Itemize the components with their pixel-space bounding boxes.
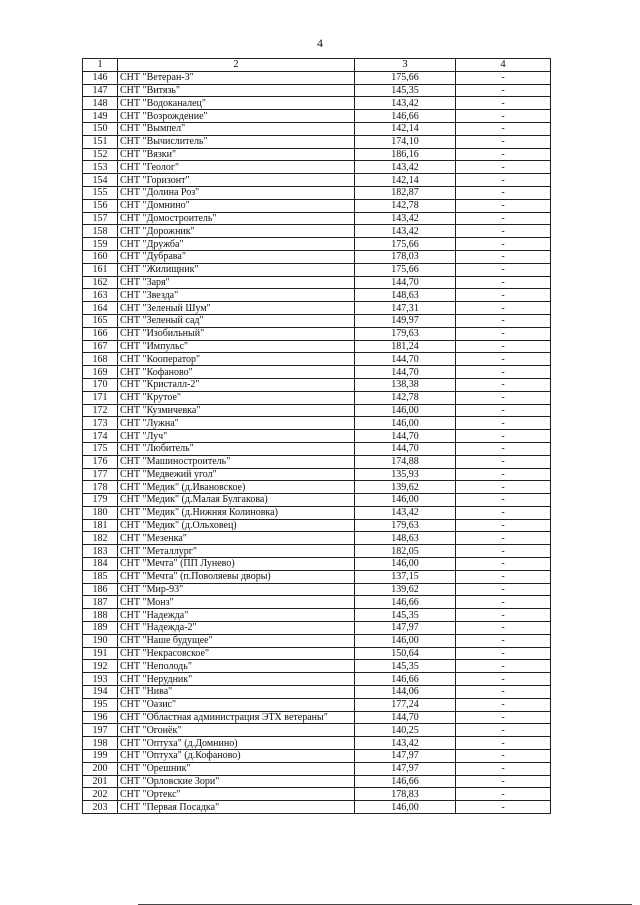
value-cell: 179,63 [355,327,456,340]
row-number-cell: 197 [83,724,118,737]
value-cell: 143,42 [355,97,456,110]
value-cell: 144,70 [355,353,456,366]
value-cell: 177,24 [355,698,456,711]
table-row [83,391,551,404]
note-cell: - [456,212,551,225]
note-cell: - [456,596,551,609]
note-cell: - [456,327,551,340]
note-cell: - [456,558,551,571]
note-cell: - [456,353,551,366]
note-cell: - [456,430,551,443]
value-cell: 147,97 [355,762,456,775]
value-cell: 144,70 [355,711,456,724]
table-body [83,59,551,814]
table-row [83,442,551,455]
name-cell: СНТ "Оптуха" (д.Кофаново) [118,750,355,763]
name-cell: СНТ "Дубрава" [118,250,355,263]
row-number-cell: 185 [83,570,118,583]
value-cell: 146,00 [355,634,456,647]
value-cell: 143,42 [355,225,456,238]
name-cell: СНТ "Зеленый Шум" [118,302,355,315]
table-row [83,622,551,635]
value-cell: 146,00 [355,417,456,430]
note-cell: - [456,660,551,673]
row-number-cell: 151 [83,135,118,148]
note-cell: - [456,570,551,583]
table-row [83,417,551,430]
name-cell: СНТ "Металлург" [118,545,355,558]
value-cell: 181,24 [355,340,456,353]
name-cell: СНТ "Лужна" [118,417,355,430]
table-row [83,788,551,801]
value-cell: 174,88 [355,455,456,468]
table-row [83,545,551,558]
row-number-cell: 149 [83,110,118,123]
row-number-cell: 181 [83,519,118,532]
note-cell: - [456,135,551,148]
name-cell: СНТ "Вычислитель" [118,135,355,148]
note-cell: - [456,161,551,174]
value-cell: 144,70 [355,430,456,443]
row-number-cell: 188 [83,609,118,622]
name-cell: СНТ "Нива" [118,686,355,699]
note-cell: - [456,532,551,545]
value-cell: 175,66 [355,263,456,276]
row-number-cell: 201 [83,775,118,788]
row-number-cell: 202 [83,788,118,801]
row-number-cell: 164 [83,302,118,315]
note-cell: - [456,302,551,315]
value-cell: 178,03 [355,250,456,263]
note-cell: - [456,750,551,763]
table-row [83,711,551,724]
row-number-cell: 183 [83,545,118,558]
note-cell: - [456,647,551,660]
note-cell: - [456,84,551,97]
column-header-2: 2 [118,59,355,72]
name-cell: СНТ "Дорожник" [118,225,355,238]
table-row [83,199,551,212]
row-number-cell: 157 [83,212,118,225]
name-cell: СНТ "Звезда" [118,289,355,302]
name-cell: СНТ "Надежда" [118,609,355,622]
name-cell: СНТ "Мезенка" [118,532,355,545]
name-cell: СНТ "Зеленый сад" [118,314,355,327]
table-row [83,686,551,699]
row-number-cell: 200 [83,762,118,775]
name-cell: СНТ "Жилищник" [118,263,355,276]
column-header-1: 1 [83,59,118,72]
table-row [83,161,551,174]
name-cell: СНТ "Орловские Зори" [118,775,355,788]
note-cell: - [456,263,551,276]
row-number-cell: 163 [83,289,118,302]
row-number-cell: 178 [83,481,118,494]
name-cell: СНТ "Витязь" [118,84,355,97]
name-cell: СНТ "Кофаново" [118,366,355,379]
table-row [83,135,551,148]
name-cell: СНТ "Заря" [118,276,355,289]
row-number-cell: 174 [83,430,118,443]
table-row [83,583,551,596]
row-number-cell: 199 [83,750,118,763]
note-cell: - [456,494,551,507]
value-cell: 145,35 [355,660,456,673]
row-number-cell: 170 [83,378,118,391]
note-cell: - [456,686,551,699]
table-row [83,750,551,763]
value-cell: 142,78 [355,391,456,404]
table-row [83,186,551,199]
table-row [83,289,551,302]
note-cell: - [456,314,551,327]
row-number-cell: 173 [83,417,118,430]
note-cell: - [456,340,551,353]
value-cell: 148,63 [355,532,456,545]
value-cell: 179,63 [355,519,456,532]
row-number-cell: 196 [83,711,118,724]
value-cell: 144,70 [355,442,456,455]
name-cell: СНТ "Крутое" [118,391,355,404]
table-row [83,532,551,545]
row-number-cell: 147 [83,84,118,97]
name-cell: СНТ "Долина Роз" [118,186,355,199]
table-row [83,110,551,123]
value-cell: 146,66 [355,110,456,123]
value-cell: 143,42 [355,737,456,750]
row-number-cell: 191 [83,647,118,660]
table-row [83,570,551,583]
page-number: 4 [317,36,323,50]
note-cell: - [456,481,551,494]
table-row [83,673,551,686]
value-cell: 182,05 [355,545,456,558]
value-cell: 137,15 [355,570,456,583]
table-row [83,250,551,263]
table-row [83,84,551,97]
name-cell: СНТ "Вымпел" [118,122,355,135]
table-row [83,737,551,750]
table-row [83,327,551,340]
value-cell: 142,14 [355,122,456,135]
note-cell: - [456,110,551,123]
note-cell: - [456,391,551,404]
row-number-cell: 177 [83,468,118,481]
name-cell: СНТ "Медик" (д.Ивановское) [118,481,355,494]
table-row [83,263,551,276]
row-number-cell: 192 [83,660,118,673]
table-row [83,519,551,532]
name-cell: СНТ "Машиностроитель" [118,455,355,468]
row-number-cell: 203 [83,801,118,814]
value-cell: 146,66 [355,673,456,686]
row-number-cell: 156 [83,199,118,212]
value-cell: 144,70 [355,276,456,289]
note-cell: - [456,199,551,212]
name-cell: СНТ "Медик" (д.Нижняя Колиновка) [118,506,355,519]
note-cell: - [456,519,551,532]
value-cell: 182,87 [355,186,456,199]
table-row [83,724,551,737]
row-number-cell: 198 [83,737,118,750]
value-cell: 142,14 [355,174,456,187]
table-row [83,660,551,673]
value-cell: 146,00 [355,801,456,814]
table-row [83,481,551,494]
value-cell: 143,42 [355,506,456,519]
row-number-cell: 153 [83,161,118,174]
name-cell: СНТ "Медик" (д.Малая Булгакова) [118,494,355,507]
row-number-cell: 159 [83,238,118,251]
row-number-cell: 194 [83,686,118,699]
name-cell: СНТ "Водоканалец" [118,97,355,110]
note-cell: - [456,801,551,814]
row-number-cell: 167 [83,340,118,353]
table-row [83,276,551,289]
row-number-cell: 169 [83,366,118,379]
value-cell: 144,70 [355,366,456,379]
value-cell: 175,66 [355,238,456,251]
note-cell: - [456,545,551,558]
name-cell: СНТ "Кристалл-2" [118,378,355,391]
table-row [83,775,551,788]
note-cell: - [456,442,551,455]
note-cell: - [456,97,551,110]
value-cell: 139,62 [355,481,456,494]
row-number-cell: 155 [83,186,118,199]
name-cell: СНТ "Неполодь" [118,660,355,673]
note-cell: - [456,737,551,750]
name-cell: СНТ "Ортекс" [118,788,355,801]
row-number-cell: 158 [83,225,118,238]
row-number-cell: 186 [83,583,118,596]
table-row [83,174,551,187]
table-row [83,634,551,647]
note-cell: - [456,634,551,647]
note-cell: - [456,404,551,417]
table-row [83,71,551,84]
note-cell: - [456,711,551,724]
name-cell: СНТ "Импульс" [118,340,355,353]
name-cell: СНТ "Геолог" [118,161,355,174]
name-cell: СНТ "Медик" (д.Ольховец) [118,519,355,532]
value-cell: 178,83 [355,788,456,801]
value-cell: 175,66 [355,71,456,84]
name-cell: СНТ "Вязки" [118,148,355,161]
row-number-cell: 150 [83,122,118,135]
note-cell: - [456,762,551,775]
table-row [83,378,551,391]
note-cell: - [456,583,551,596]
value-cell: 143,42 [355,212,456,225]
value-cell: 139,62 [355,583,456,596]
name-cell: СНТ "Кузмичевка" [118,404,355,417]
table-row [83,97,551,110]
value-cell: 150,64 [355,647,456,660]
name-cell: СНТ "Кооператор" [118,353,355,366]
note-cell: - [456,506,551,519]
table-row [83,558,551,571]
note-cell: - [456,174,551,187]
table-row [83,801,551,814]
row-number-cell: 162 [83,276,118,289]
name-cell: СНТ "Домнино" [118,199,355,212]
note-cell: - [456,788,551,801]
name-cell: СНТ "Нерудник" [118,673,355,686]
note-cell: - [456,250,551,263]
row-number-cell: 175 [83,442,118,455]
row-number-cell: 161 [83,263,118,276]
note-cell: - [456,378,551,391]
note-cell: - [456,609,551,622]
row-number-cell: 160 [83,250,118,263]
name-cell: СНТ "Надежда-2" [118,622,355,635]
table-row [83,148,551,161]
table-row [83,340,551,353]
row-number-cell: 189 [83,622,118,635]
row-number-cell: 171 [83,391,118,404]
note-cell: - [456,276,551,289]
table-row [83,455,551,468]
table-row [83,238,551,251]
name-cell: СНТ "Дружба" [118,238,355,251]
name-cell: СНТ "Горизонт" [118,174,355,187]
value-cell: 140,25 [355,724,456,737]
note-cell: - [456,775,551,788]
row-number-cell: 180 [83,506,118,519]
name-cell: СНТ "Мир-93" [118,583,355,596]
note-cell: - [456,455,551,468]
note-cell: - [456,366,551,379]
name-cell: СНТ "Орешник" [118,762,355,775]
value-cell: 146,00 [355,494,456,507]
row-number-cell: 148 [83,97,118,110]
table-row [83,212,551,225]
row-number-cell: 166 [83,327,118,340]
row-number-cell: 187 [83,596,118,609]
row-number-cell: 152 [83,148,118,161]
name-cell: СНТ "Медвежий угол" [118,468,355,481]
name-cell: СНТ "Некрасовское" [118,647,355,660]
value-cell: 146,00 [355,558,456,571]
row-number-cell: 172 [83,404,118,417]
table-row [83,302,551,315]
column-header-4: 4 [456,59,551,72]
name-cell: СНТ "Ветеран-3" [118,71,355,84]
name-cell: СНТ "Оптуха" (д.Домнино) [118,737,355,750]
table-row [83,494,551,507]
row-number-cell: 146 [83,71,118,84]
value-cell: 145,35 [355,609,456,622]
note-cell: - [456,622,551,635]
name-cell: СНТ "Возрождение" [118,110,355,123]
value-cell: 146,66 [355,596,456,609]
table-row [83,596,551,609]
note-cell: - [456,225,551,238]
name-cell: СНТ "Изобильный" [118,327,355,340]
row-number-cell: 193 [83,673,118,686]
table-row [83,698,551,711]
value-cell: 174,10 [355,135,456,148]
note-cell: - [456,468,551,481]
name-cell: СНТ "Огонёк" [118,724,355,737]
row-number-cell: 195 [83,698,118,711]
value-cell: 142,78 [355,199,456,212]
row-number-cell: 179 [83,494,118,507]
note-cell: - [456,71,551,84]
value-cell: 148,63 [355,289,456,302]
value-cell: 146,66 [355,775,456,788]
value-cell: 147,31 [355,302,456,315]
note-cell: - [456,698,551,711]
table-row [83,468,551,481]
column-header-3: 3 [355,59,456,72]
row-number-cell: 190 [83,634,118,647]
name-cell: СНТ "Луч" [118,430,355,443]
table-row [83,609,551,622]
name-cell: СНТ "Первая Посадка" [118,801,355,814]
name-cell: СНТ "Областная администрация ЭТХ ветераны" [118,711,355,724]
table-row [83,430,551,443]
name-cell: СНТ "Наше будущее" [118,634,355,647]
row-number-cell: 154 [83,174,118,187]
value-cell: 146,00 [355,404,456,417]
data-table [82,58,551,814]
name-cell: СНТ "Любитель" [118,442,355,455]
note-cell: - [456,148,551,161]
table-row [83,506,551,519]
note-cell: - [456,724,551,737]
value-cell: 135,93 [355,468,456,481]
value-cell: 144,06 [355,686,456,699]
name-cell: СНТ "Домостроитель" [118,212,355,225]
name-cell: СНТ "Мечта" (п.Поволяевы дворы) [118,570,355,583]
value-cell: 186,16 [355,148,456,161]
table-row [83,762,551,775]
row-number-cell: 168 [83,353,118,366]
table-row [83,225,551,238]
name-cell: СНТ "Монз" [118,596,355,609]
note-cell: - [456,673,551,686]
table-row [83,404,551,417]
value-cell: 149,97 [355,314,456,327]
note-cell: - [456,122,551,135]
row-number-cell: 182 [83,532,118,545]
note-cell: - [456,289,551,302]
name-cell: СНТ "Оазис" [118,698,355,711]
value-cell: 147,97 [355,622,456,635]
table-row [83,122,551,135]
table-row [83,647,551,660]
value-cell: 143,42 [355,161,456,174]
note-cell: - [456,238,551,251]
table-row [83,314,551,327]
value-cell: 145,35 [355,84,456,97]
value-cell: 147,97 [355,750,456,763]
table-row [83,353,551,366]
note-cell: - [456,186,551,199]
note-cell: - [456,417,551,430]
row-number-cell: 165 [83,314,118,327]
name-cell: СНТ "Мечта" (ПП Лунево) [118,558,355,571]
table-row [83,366,551,379]
row-number-cell: 176 [83,455,118,468]
value-cell: 138,38 [355,378,456,391]
row-number-cell: 184 [83,558,118,571]
table-header-row [83,59,551,72]
